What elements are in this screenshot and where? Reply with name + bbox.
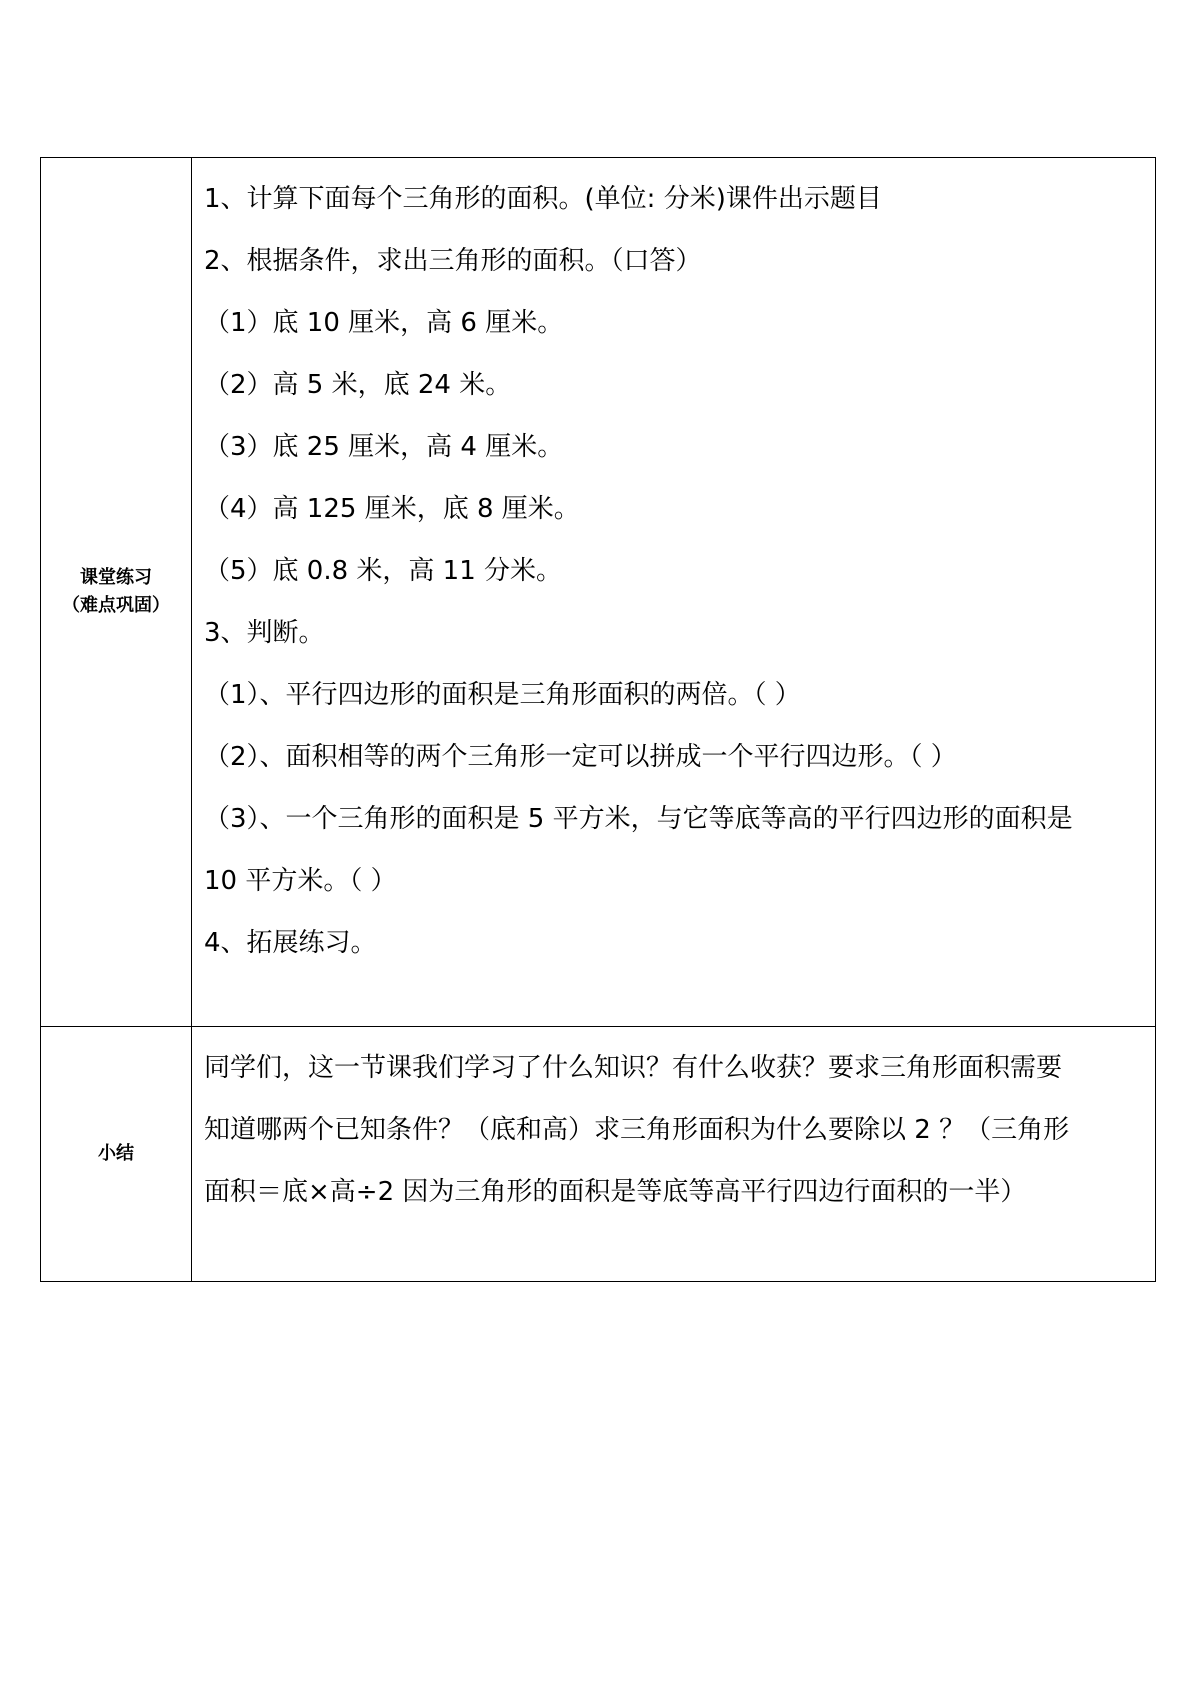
exercise-3-item-3-cont: 10 平方米。（ ）: [204, 866, 397, 896]
exercise-2: 2、根据条件，求出三角形的面积。（口答）: [204, 246, 702, 276]
exercise-2-item-4: （4）高 125 厘米，底 8 厘米。: [204, 494, 580, 524]
exercise-3-item-2: （2）、面积相等的两个三角形一定可以拼成一个平行四边形。（ ）: [204, 742, 957, 772]
summary-label: 小结: [98, 1143, 134, 1164]
exercise-2-item-5: （5）底 0.8 米，高 11 分米。: [204, 556, 563, 586]
exercise-4: 4、拓展练习。: [204, 928, 377, 958]
summary-content: [192, 1027, 1156, 1282]
practice-row: [41, 158, 1156, 1027]
summary-row: [41, 1027, 1156, 1282]
practice-sublabel: （难点巩固）: [62, 595, 170, 616]
exercise-2-item-2: （2）高 5 米，底 24 米。: [204, 370, 512, 400]
practice-content: [192, 158, 1156, 1027]
exercise-1: 1、计算下面每个三角形的面积。(单位: 分米)课件出示题目: [204, 184, 882, 214]
summary-line-3: 面积＝底×高÷2 因为三角形的面积是等底等高平行四边行面积的一半）: [204, 1177, 1027, 1207]
lesson-plan-table: [40, 157, 1156, 1282]
exercise-2-item-1: （1）底 10 厘米，高 6 厘米。: [204, 308, 564, 338]
exercise-2-item-3: （3）底 25 厘米，高 4 厘米。: [204, 432, 564, 462]
exercise-3-item-3: （3）、一个三角形的面积是 5 平方米，与它等底等高的平行四边形的面积是: [204, 804, 1073, 834]
summary-label-cell: [41, 1027, 192, 1282]
summary-line-2: 知道哪两个已知条件？（底和高）求三角形面积为什么要除以 2 ？（三角形: [204, 1115, 1070, 1145]
practice-label-cell: [41, 158, 192, 1027]
exercise-3: 3、判断。: [204, 618, 325, 648]
summary-line-1: 同学们，这一节课我们学习了什么知识？有什么收获？要求三角形面积需要: [204, 1053, 1063, 1083]
practice-label: 课堂练习: [80, 567, 152, 588]
exercise-3-item-1: （1）、平行四边形的面积是三角形面积的两倍。（ ）: [204, 680, 801, 710]
